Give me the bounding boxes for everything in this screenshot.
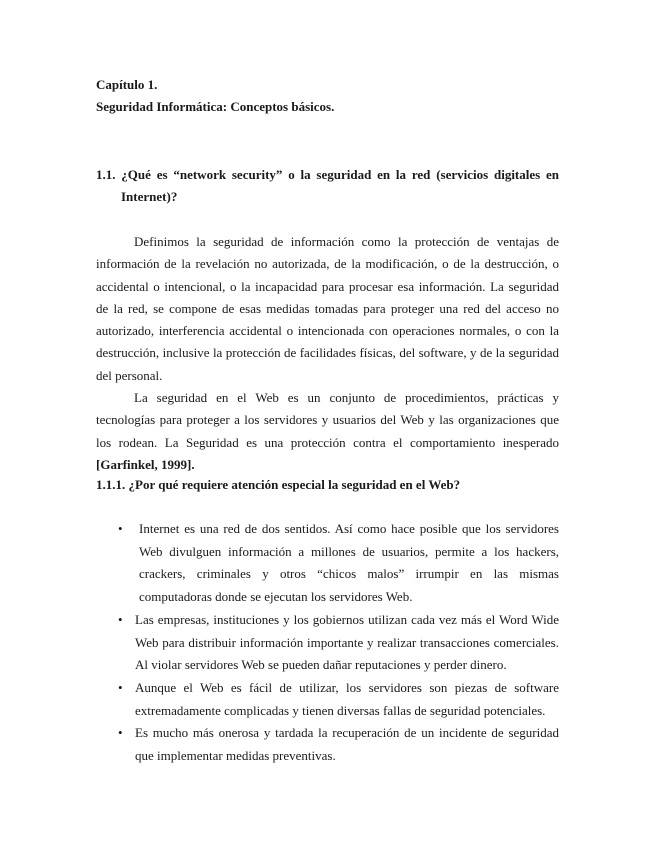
section-heading-1-1-line1: 1.1. ¿Qué es “network security” o la seguridad en la red (servicios digitales en bbox=[96, 167, 559, 182]
paragraph-2 bbox=[96, 387, 559, 476]
paragraph-1-text: Definimos la seguridad de información como la protección de ventajas de información de la revelación no autorizada, de la modificación, o de la destrucción, o accidental o intencional, o la incapacidad para procesar esa información. La seguridad de la red, se compone de esas medidas tomadas para proteger una red del acceso no autorizado, interferencia accidental o intencionada con operaciones normales, o con la destrucción, inclusive la protección de facilidades físicas, del software, y de la seguridad del personal. bbox=[96, 234, 559, 383]
section-heading-1-1-line2: Internet)? bbox=[121, 189, 178, 204]
bullet-marker: • bbox=[118, 725, 123, 740]
citation: [Garfinkel, 1999]. bbox=[96, 456, 195, 472]
bullet-marker: • bbox=[118, 612, 123, 627]
bullet-item-2: Las empresas, instituciones y los gobiernos utilizan cada vez más el Word Wide Web para distribuir información importante y realizar transacciones comerciales. Al violar servidores Web se pueden dañar reputaciones y perder dinero. bbox=[135, 612, 559, 672]
paragraph-2-text: La seguridad en el Web es un conjunto de procedimientos, prácticas y tecnologías para proteger a los servidores y usuarios del Web y las organizaciones que los rodean. La Seguridad es una protección contra el comportamiento inesperado bbox=[96, 390, 559, 450]
bullet-marker: • bbox=[118, 680, 123, 695]
section-heading-1-1-1: 1.1.1. ¿Por qué requiere atención especial la seguridad en el Web? bbox=[96, 477, 461, 492]
bullet-marker: • bbox=[118, 521, 123, 536]
bullet-item-1: Internet es una red de dos sentidos. Así como hace posible que los servidores Web divulguen información a millones de usuarios, permite a los hackers, crackers, criminales y otros “chicos malos” irrumpir en las mismas computadoras donde se ejecutan los servidores Web. bbox=[139, 521, 559, 604]
bullet-item-3: Aunque el Web es fácil de utilizar, los servidores son piezas de software extremadamente complicadas y tienen diversas fallas de seguridad potenciales. bbox=[135, 680, 559, 718]
bullet-item-4: Es mucho más onerosa y tardada la recuperación de un incidente de seguridad que implementar medidas preventivas. bbox=[135, 725, 559, 763]
chapter-title: Seguridad Informática: Conceptos básicos. bbox=[96, 99, 335, 114]
chapter-number: Capítulo 1. bbox=[96, 77, 158, 92]
paragraph-1 bbox=[96, 231, 559, 387]
